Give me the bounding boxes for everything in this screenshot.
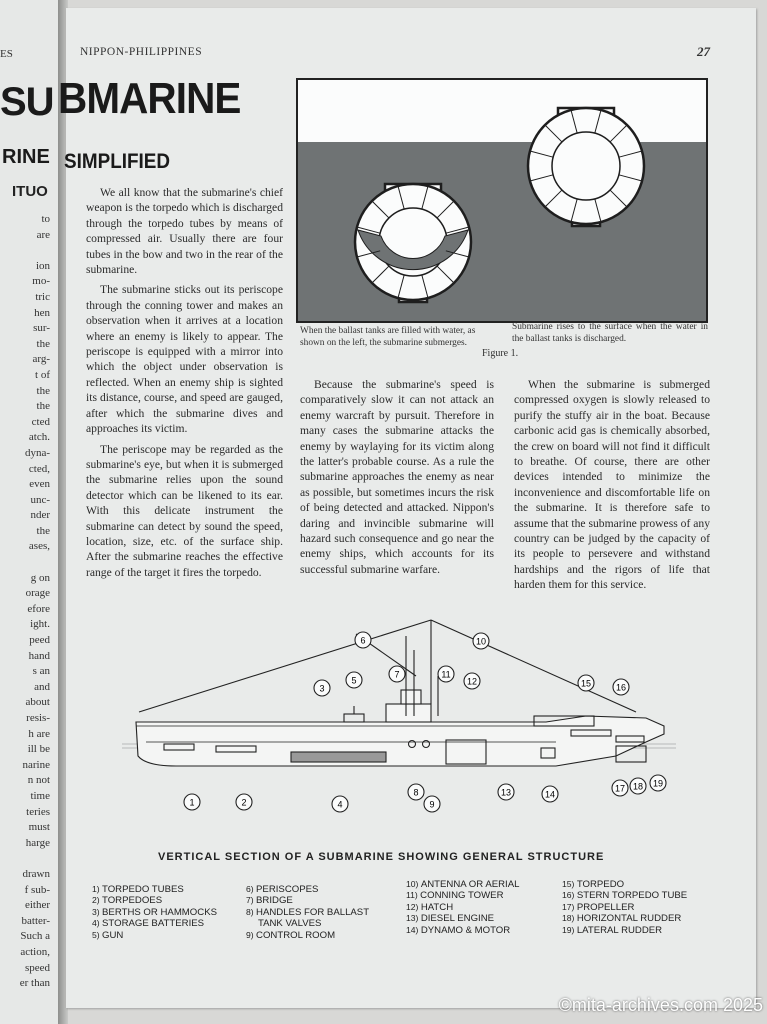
diagram-title: VERTICAL SECTION OF A SUBMARINE SHOWING GENERAL STRUCTURE (158, 851, 605, 863)
legend-label: CONNING TOWER (420, 890, 504, 902)
article-paragraph: Because the submarine's speed is comparatively slow it can not attack an enemy warcraft by pursuit. Therefore in many cases the submarine attacks the enemy by waylaying for its victim along the latter's probable course. As a rule the submarine approaches the enemy as near as possible, but sometimes incurs the risk of being detected and attacked. Nippon's daring and invincible submarine will hazard such consequence and go near the enemy ships, which accounts for its successful submarine warfare. (300, 378, 494, 576)
facing-page-line: the (36, 384, 50, 397)
legend-label: BRIDGE (256, 895, 293, 907)
facing-page-line: t of (35, 368, 50, 381)
callout-17 (612, 780, 628, 796)
legend-number: 9) (246, 929, 257, 940)
facing-page (0, 0, 59, 1024)
legend-item (92, 895, 217, 906)
legend-column-2 (246, 884, 369, 941)
legend-item (406, 913, 519, 924)
callout-number: 6 (360, 635, 366, 646)
submarine-section-drawing (116, 616, 686, 816)
legend-number: 15) (562, 879, 577, 889)
callout-number: 17 (614, 783, 626, 794)
facing-page-line: dyna- (24, 446, 50, 459)
callout-5 (346, 672, 362, 688)
callout-number: 12 (466, 676, 478, 687)
legend-number: 2) (92, 895, 103, 906)
legend-number: 6) (246, 884, 257, 894)
facing-page-line: arg- (32, 353, 50, 366)
article-paragraph: The periscope may be regarded as the submarine's eye, but when it is submerged the submarine relies upon the sound detector which can be likened to its ear. With this delicate instrument the submarine can detect by sound the speed, location, size, etc. of the surface ship. After the submarine reaches the effective range of the target it fires the torpedo. (86, 442, 283, 579)
callout-number: 2 (241, 797, 247, 808)
legend-number: 19) (562, 924, 577, 935)
callout-10 (473, 633, 489, 649)
legend-label: PERISCOPES (256, 884, 319, 895)
page-number: 27 (697, 44, 710, 59)
figure-1-caption-right: Submarine rises to the surface when the water in the ballast tanks is discharged. (512, 322, 708, 344)
legend-item (406, 879, 519, 890)
figure-1-illustration (296, 78, 708, 323)
callout-number: 19 (652, 778, 664, 789)
legend-label: PROPELLER (576, 901, 635, 913)
facing-page-line: sur- (33, 322, 50, 335)
facing-page-line: s an (32, 665, 50, 678)
facing-page-line: f sub- (24, 883, 50, 896)
facing-page-line: efore (27, 602, 50, 615)
legend-item (406, 902, 519, 913)
callout-13 (498, 784, 514, 800)
legend-item (562, 890, 687, 901)
facing-page-line: n not (27, 774, 50, 787)
legend-item (562, 902, 687, 913)
magazine-page (58, 8, 756, 1008)
legend-item (92, 907, 217, 918)
running-head: NIPPON-PHILIPPINES (80, 46, 203, 58)
legend-number: 12) (406, 901, 421, 912)
facing-page-line: resis- (26, 712, 50, 724)
legend-number: 3) (92, 906, 103, 917)
legend-item (246, 895, 369, 906)
callout-1 (184, 794, 200, 810)
facing-page-line: speed (24, 961, 50, 974)
callout-number: 13 (500, 787, 512, 798)
facing-page-line (0, 555, 50, 571)
legend-item (92, 918, 217, 929)
facing-page-line: ill be (27, 743, 50, 756)
callout-number: 4 (337, 799, 343, 810)
facing-page-line: atch. (28, 431, 50, 444)
legend-label: LATERAL RUDDER (576, 924, 663, 936)
callout-12 (464, 673, 480, 689)
legend-label: HORIZONTAL RUDDER (576, 913, 682, 925)
facing-page-line: Such a (20, 930, 50, 943)
legend-item (406, 890, 519, 901)
article-column-1 (86, 185, 283, 585)
facing-page-line: peed (29, 634, 50, 647)
legend-label: STORAGE BATTERIES (102, 918, 205, 930)
legend-item (562, 913, 687, 924)
legend-label: TORPEDO (576, 879, 625, 890)
legend-number: 11) (406, 890, 421, 901)
callout-number: 7 (394, 669, 400, 680)
facing-page-subtitle-fragment: RINE (2, 146, 50, 168)
figure-1-label: Figure 1. (482, 348, 519, 359)
facing-page-line: drawn (22, 867, 50, 880)
facing-page-line: cted (31, 415, 50, 428)
callout-number: 14 (544, 789, 556, 800)
facing-page-line: h are (28, 727, 50, 740)
article-column-3 (514, 377, 710, 598)
watermark: ©mita-archives.com 2025 (558, 995, 763, 1015)
callout-18 (630, 778, 646, 794)
legend-item (562, 925, 687, 936)
article-column-2 (300, 377, 494, 582)
facing-page-subtitle2-fragment: ITUO (12, 183, 48, 200)
callout-number: 1 (189, 797, 195, 808)
facing-page-line: orage (25, 587, 50, 600)
callout-7 (389, 666, 405, 682)
facing-page-header: ES (0, 48, 13, 60)
legend-label: HATCH (420, 901, 454, 913)
legend-column-1 (92, 884, 217, 941)
callout-number: 3 (319, 683, 325, 694)
callout-4 (332, 796, 348, 812)
legend-label: TANK VALVES (257, 918, 322, 930)
callout-number: 5 (351, 675, 357, 686)
legend-label: HANDLES FOR BALLAST (256, 906, 370, 918)
facing-page-line: ight. (30, 618, 50, 631)
facing-page-line: hand (28, 649, 50, 662)
callout-number: 15 (580, 678, 592, 689)
facing-page-line: and (34, 680, 50, 693)
callout-3 (314, 680, 330, 696)
facing-page-line: to (41, 213, 50, 225)
legend-column-3 (406, 879, 519, 936)
legend-item (92, 930, 217, 941)
facing-page-line: about (25, 696, 50, 709)
legend-number: 5) (92, 929, 103, 940)
facing-page-line: narine (22, 758, 50, 771)
surfaced-hull-section (528, 108, 644, 226)
legend-number: 16) (562, 890, 577, 901)
legend-label: BERTHS OR HAMMOCKS (102, 906, 217, 918)
facing-page-title-fragment: SU (0, 80, 54, 124)
legend-label: GUN (102, 929, 124, 941)
callout-2 (236, 794, 252, 810)
callout-number: 18 (632, 781, 644, 792)
legend-number: 18) (562, 913, 577, 924)
callout-number: 11 (441, 669, 451, 680)
legend-label: ANTENNA OR AERIAL (420, 879, 520, 890)
facing-page-line: are (36, 228, 50, 241)
figure-1-caption-left: When the ballast tanks are filled with water, as shown on the left, the submarine submerges. (300, 326, 476, 348)
legend-item (246, 918, 369, 929)
legend-number: 7) (246, 895, 257, 906)
facing-page-line: nder (30, 509, 50, 522)
article-paragraph: The submarine sticks out its periscope through the conning tower and makes an observation when it arrives at a location where an enemy is likely to appear. The periscope is equipped with a mirror into which the object under observation is reflected. When an enemy ship is sighted its distance, course, and speed are gauged, after which the submarine dives and approaches its victim. (86, 283, 283, 436)
facing-page-line: ion (35, 259, 50, 272)
facing-page-line: time (30, 789, 50, 802)
article-title: BMARINE (58, 74, 241, 123)
facing-page-line: the (36, 337, 50, 350)
legend-number: 4) (92, 918, 103, 929)
legend-number: 13) (406, 913, 421, 924)
facing-page-line: the (36, 400, 50, 413)
facing-page-line: the (36, 524, 50, 537)
legend-label: TORPEDOES (102, 895, 163, 907)
callout-9 (424, 796, 440, 812)
legend-number (246, 918, 258, 928)
legend-label: CONTROL ROOM (256, 929, 336, 941)
pressure-hull (552, 132, 620, 200)
ballast-tank-diagram (298, 80, 706, 321)
legend-label: STERN TORPEDO TUBE (576, 890, 688, 902)
legend-item (246, 884, 369, 895)
legend-number: 14) (406, 924, 421, 935)
submerged-hull-section (355, 184, 471, 302)
legend-item (246, 930, 369, 941)
facing-page-line: either (24, 899, 50, 912)
facing-page-line: mo- (32, 275, 50, 288)
callout-19 (650, 775, 666, 791)
legend-label: TORPEDO TUBES (102, 884, 184, 895)
legend-number: 17) (562, 901, 577, 912)
legend-item (562, 879, 687, 890)
facing-page-line (0, 851, 50, 867)
facing-page-line: harge (25, 836, 50, 849)
legend-label: DYNAMO & MOTOR (420, 924, 511, 936)
facing-page-line: teries (26, 805, 50, 818)
article-paragraph: When the submarine is submerged compressed oxygen is slowly released to purify the stuffy air in the boat. Because carbonic acid gas is chemically absorbed, the crew on board will not find it difficult to breathe. Of course, there are other devices intended to minimize the inconvenience and discomfortable life on the submarine. It is therefore safe to assume that the submarine prowess of any country can be judged by the capacity of its people to persevere and withstand hardships and the rigors of life that harden them for this service. (514, 378, 710, 592)
callout-number: 16 (615, 682, 627, 693)
article-subtitle: SIMPLIFIED (64, 150, 171, 173)
callout-number: 9 (429, 799, 435, 810)
callout-11 (438, 666, 454, 682)
facing-page-line: er than (19, 977, 50, 990)
callout-16 (613, 679, 629, 695)
legend-item (406, 925, 519, 936)
legend-number: 1) (92, 884, 103, 894)
callout-number: 8 (413, 787, 419, 798)
facing-page-line: cted, (28, 462, 50, 475)
legend-item (92, 884, 217, 895)
facing-page-line: batter- (21, 914, 50, 927)
legend-column-4 (562, 879, 687, 936)
callout-14 (542, 786, 558, 802)
facing-page-text-fragments (0, 212, 50, 992)
callout-6 (355, 632, 371, 648)
submarine-section-diagram (116, 616, 686, 816)
legend-item (246, 907, 369, 918)
callout-8 (408, 784, 424, 800)
legend-label: DIESEL ENGINE (420, 913, 495, 925)
facing-page-line: g on (30, 571, 50, 584)
facing-page-line: tric (35, 290, 50, 303)
callout-number: 10 (475, 636, 487, 647)
facing-page-line: must (28, 821, 50, 834)
legend-number: 10) (406, 879, 421, 889)
facing-page-line: action, (20, 945, 50, 958)
legend-number: 8) (246, 906, 257, 917)
facing-page-line: ases, (28, 540, 50, 553)
callout-15 (578, 675, 594, 691)
facing-page-line: hen (34, 306, 50, 319)
facing-page-line (0, 243, 50, 259)
facing-page-line: even (29, 478, 50, 491)
facing-page-line: unc- (30, 493, 50, 506)
article-paragraph: We all know that the submarine's chief weapon is the torpedo which is discharged through the torpedo tubes by means of compressed air. Usually there are four tubes in the bow and two in the rear of the submarine. (86, 186, 283, 277)
